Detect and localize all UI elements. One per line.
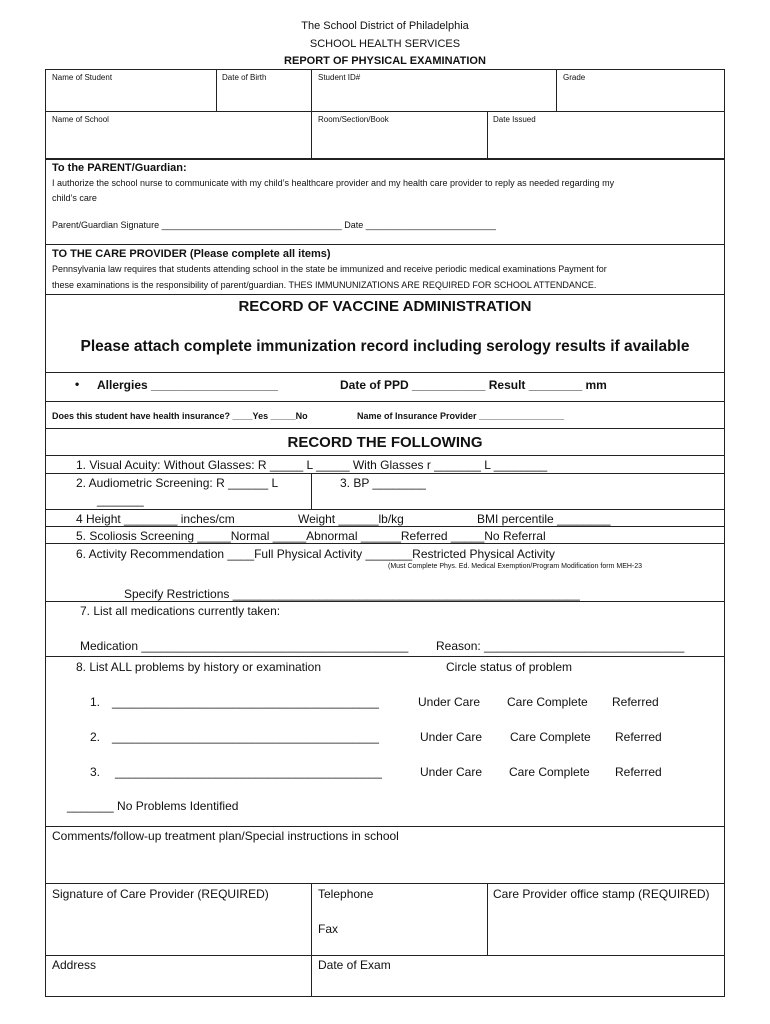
parent-heading: To the PARENT/Guardian: <box>52 162 187 174</box>
no-problems-field: _______ No Problems Identified <box>67 799 239 813</box>
student-id-label: Student ID# <box>318 73 361 82</box>
audiometric-continuation: _______ <box>97 493 144 507</box>
problem-2-referred: Referred <box>615 730 662 744</box>
reason-line: Reason: ______________________________ <box>436 639 685 653</box>
provider-signature-label: Signature of Care Provider (REQUIRED) <box>52 887 269 901</box>
room-section-label: Room/Section/Book <box>318 115 389 124</box>
activity-note: (Must Complete Phys. Ed. Medical Exemption/Program Modification form MEH-23 <box>388 563 643 570</box>
student-info-table <box>45 69 725 159</box>
visual-acuity-row: 1. Visual Acuity: Without Glasses: R _____ L _____ With Glasses r _______ L ________ <box>76 458 548 472</box>
medication-line: Medication ________________________________________ <box>80 639 409 653</box>
problem-2-under-care: Under Care <box>420 730 483 744</box>
problem-2-number: 2. <box>90 730 101 744</box>
circle-status-label: Circle status of problem <box>446 660 573 674</box>
activity-row: 6. Activity Recommendation ____Full Physical Activity _______Restricted Physical Activity <box>76 547 555 561</box>
problem-1-care-complete: Care Complete <box>507 695 588 709</box>
name-of-student-label: Name of Student <box>52 73 113 82</box>
name-of-school-label: Name of School <box>52 115 109 124</box>
height-field: 4 Height ________ inches/cm <box>76 512 235 526</box>
problem-2-care-complete: Care Complete <box>510 730 591 744</box>
date-issued-label: Date Issued <box>493 115 536 124</box>
form-title: REPORT OF PHYSICAL EXAMINATION <box>284 55 486 67</box>
address-label: Address <box>52 958 97 972</box>
allergies-field: Allergies ___________________ <box>97 378 278 392</box>
grade-label: Grade <box>563 73 586 82</box>
audiometric-row: 2. Audiometric Screening: R ______ L <box>76 476 279 490</box>
medications-heading: 7. List all medications currently taken: <box>80 604 281 618</box>
parent-signature-line: Parent/Guardian Signature ____________________________________ Date __________________________ <box>52 220 496 230</box>
problem-3-care-complete: Care Complete <box>509 765 590 779</box>
provider-law-text: Pennsylvania law requires that students attending school in the state be immunized and receive periodic medical examinations Payment for <box>52 264 607 274</box>
fax-label: Fax <box>318 922 339 936</box>
insurance-provider-field: Name of Insurance Provider _________________ <box>357 411 565 421</box>
record-title: RECORD THE FOLLOWING <box>287 434 483 451</box>
ppd-field: Date of PPD ___________ Result ________ mm <box>340 378 607 392</box>
parent-authorization-text-2: child’s care <box>52 193 97 203</box>
problem-1-number: 1. <box>90 695 101 709</box>
comments-label: Comments/follow-up treatment plan/Special instructions in school <box>52 829 399 843</box>
problems-heading: 8. List ALL problems by history or examination <box>76 660 322 674</box>
provider-heading: TO THE CARE PROVIDER (Please complete all items) <box>52 248 331 260</box>
restrictions-field: Specify Restrictions ____________________________________________________ <box>124 587 580 601</box>
immunization-instruction: Please attach complete immunization record including serology results if available <box>80 338 690 355</box>
problem-1-referred: Referred <box>612 695 659 709</box>
office-stamp-label: Care Provider office stamp (REQUIRED) <box>493 887 710 901</box>
problem-3-referred: Referred <box>615 765 662 779</box>
blood-pressure-field: 3. BP ________ <box>340 476 426 490</box>
bmi-field: BMI percentile ________ <box>477 512 611 526</box>
district-name: The School District of Philadelphia <box>301 20 469 32</box>
problem-1-line: ________________________________________ <box>112 695 379 709</box>
department-name: SCHOOL HEALTH SERVICES <box>309 38 461 50</box>
provider-law-text-2: these examinations is the responsibility of parent/guardian. THES IMMUNUNIZATIONS ARE REQUIRED FOR SCHOOL ATTENDANCE. <box>52 280 597 290</box>
parent-authorization-text: I authorize the school nurse to communicate with my child’s healthcare provider and my health care provider to reply as needed regarding my <box>52 178 615 188</box>
weight-field: Weight ______lb/kg <box>298 512 404 526</box>
problem-2-line: ________________________________________ <box>112 730 379 744</box>
date-of-exam-label: Date of Exam <box>318 958 391 972</box>
problem-3-under-care: Under Care <box>420 765 483 779</box>
problem-3-number: 3. <box>90 765 101 779</box>
vaccine-title: RECORD OF VACCINE ADMINISTRATION <box>238 298 532 315</box>
telephone-label: Telephone <box>318 887 374 901</box>
insurance-question: Does this student have health insurance? ____Yes _____No <box>52 411 308 421</box>
problem-3-line: ________________________________________ <box>115 765 382 779</box>
allergies-bullet: • <box>75 377 80 391</box>
date-of-birth-label: Date of Birth <box>222 73 267 82</box>
scoliosis-row: 5. Scoliosis Screening _____Normal _____Abnormal ______Referred _____No Referral <box>76 529 546 543</box>
problem-1-under-care: Under Care <box>418 695 481 709</box>
